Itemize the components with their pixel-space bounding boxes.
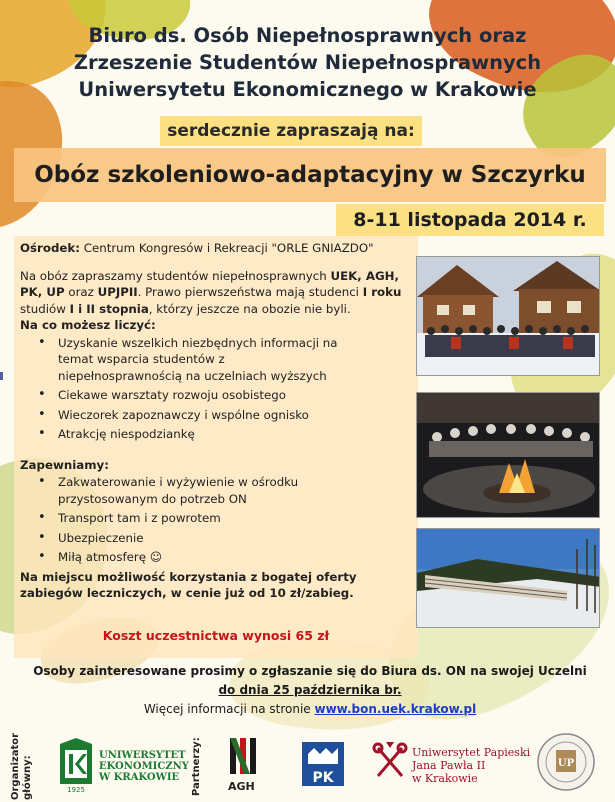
upjp-name-line-2: Jana Pawła II [412,759,486,772]
event-details-box [14,236,418,658]
list-item: • Ciekawe warsztaty rozwoju osobistego [20,387,412,404]
intro-paragraph [20,268,412,318]
upjp-crest-icon [372,742,408,782]
more-info-line [20,702,600,716]
intro-text-5: , którzy jeszcze na obozie nie byli. [148,301,351,316]
intro-text-1: Na obóz zapraszamy studentów niepełnosprawnych [20,268,331,283]
resort-photo [416,528,600,628]
signup-note: Osoby zainteresowane prosimy o zgłaszanie się do Biura ds. ON na swojej Uczelni [33,664,587,678]
intro-degree-level: I i II stopnia [69,301,149,316]
website-link[interactable]: www.bon.uek.krakow.pl [314,702,477,716]
uek-logo [56,738,96,794]
more-info-text: Więcej informacji na stronie [143,702,315,716]
partners-label: Partnerzy: [191,737,202,796]
organizers-heading [60,22,555,103]
venue-line [20,240,412,257]
uek-name-line-2: EKONOMICZNY [99,761,189,772]
intro-text-3: . Prawo pierwszeństwa mają studenci [137,285,363,299]
group-photo-image [417,257,600,376]
organizers-line-3: Uniwersytetu Ekonomicznego w Krakowie [78,78,537,101]
pk-letters: PK [312,770,334,786]
bonfire-photo-image [417,393,600,518]
event-title: Obóz szkoleniowo-adaptacyjny w Szczyrku [14,148,606,202]
agh-name: AGH [228,780,255,793]
organizers-line-1: Biuro ds. Osób Niepełnosprawnych oraz [88,24,527,47]
intro-universities-2: PK, UP [20,285,65,299]
upjp-name-line-1: Uniwersytet Papieski [412,746,531,759]
edge-marker [0,372,3,380]
intro-universities-3: UPJPII [97,285,138,299]
organizers-line-2: Zrzeszenie Studentów Niepełnosprawnych [73,51,542,74]
organizer-label [10,734,34,800]
organizer-label-line-1: Organizator [10,732,21,800]
group-photo [416,256,600,376]
intro-first-year: I roku [362,285,402,299]
list-item: • Zakwaterowanie i wyżywienie w ośrodku przystosowanym do potrzeb ON [20,474,412,507]
organizer-label-line-2: główny: [22,755,33,800]
agh-logo [226,734,260,780]
up-seal-letters: UP [557,758,575,769]
intro-text-2: oraz [64,285,98,299]
expect-list [20,335,412,443]
invite-banner: serdecznie zapraszają na: [160,116,422,146]
intro-universities-1: UEK, AGH, [330,268,400,283]
list-item: • Miłą atmosferę ☺ [20,549,412,566]
list-item: • Uzyskanie wszelkich niezbędnych informacji na temat wsparcia studentów z niepełnosprawnością na uczelniach wyższych [20,335,412,385]
uek-name [99,750,189,783]
signup-deadline: do dnia 25 października br. [218,683,402,697]
expect-heading: Na co możesz liczyć: [20,318,156,332]
pk-logo [300,740,346,788]
venue-value: Centrum Kongresów i Rekreacji "ORLE GNIAZDO" [79,241,374,255]
resort-photo-image [417,529,600,628]
up-seal-logo [536,732,596,792]
list-item: • Ubezpieczenie [20,530,412,547]
intro-text-4: studiów [20,301,70,316]
upjp-name [412,746,530,785]
uek-name-line-3: W KRAKOWIE [99,772,180,783]
list-item: • Transport tam i z powrotem [20,510,412,527]
list-item: • Wieczorek zapoznawczy i wspólne ognisko [20,407,412,424]
uek-name-line-1: UNIWERSYTET [99,750,186,761]
list-item: • Atrakcję niespodziankę [20,426,412,443]
event-date: 8-11 listopada 2014 r. [336,204,604,236]
participation-cost: Koszt uczestnictwa wynosi 65 zł [102,627,330,643]
uek-year: 1925 [67,786,85,794]
provide-heading: Zapewniamy: [20,457,109,472]
bonfire-photo [416,392,600,518]
treatments-note: Na miejscu możliwość korzystania z bogatej oferty zabiegów leczniczych, w cenie już od 10 zł/zabieg. [20,569,357,600]
venue-label: Ośrodek: [20,241,80,255]
provide-list [20,474,412,566]
logos-strip [0,730,615,802]
upjp-name-line-3: w Krakowie [412,772,478,785]
